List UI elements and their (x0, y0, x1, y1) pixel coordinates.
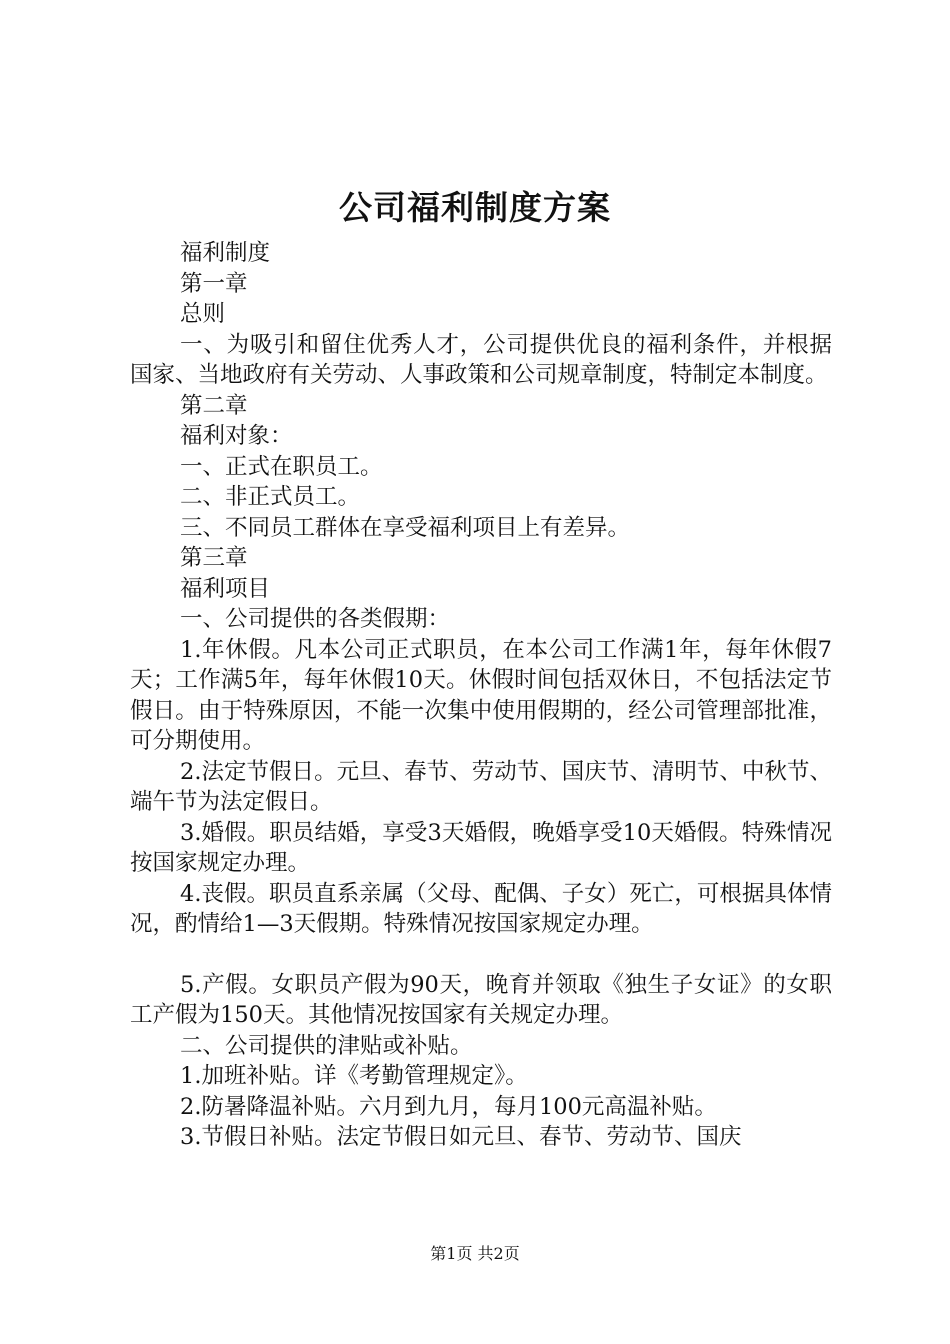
paragraph: 二、公司提供的津贴或补贴。 (180, 1032, 473, 1059)
paragraph: 3.节假日补贴。法定节假日如元旦、春节、劳动节、国庆 (180, 1124, 742, 1150)
paragraph: 福利制度 (180, 240, 271, 266)
paragraph: 2.法定节假日。元旦、春节、劳动节、国庆节、清明节、中秋节、端午节为法定假日。 (130, 758, 832, 815)
paragraph: 三、不同员工群体在享受福利项目上有差异。 (180, 514, 631, 541)
paragraph: 一、为吸引和留住优秀人才，公司提供优良的福利条件，并根据国家、当地政府有关劳动、人事政策和公司规章制度，特制定本制度。 (130, 331, 832, 388)
document-body (130, 238, 832, 1153)
document-title: 公司福利制度方案 (339, 188, 611, 227)
paragraph: 1.加班补贴。详《考勤管理规定》。 (180, 1063, 528, 1089)
page-number-footer: 第1页 共2页 (430, 1244, 520, 1263)
paragraph: 总则 (180, 301, 226, 327)
paragraph: 一、正式在职员工。 (180, 453, 383, 480)
paragraph: 福利项目 (180, 575, 271, 602)
paragraph: 2.防暑降温补贴。六月到九月，每月100元高温补贴。 (180, 1093, 717, 1120)
paragraph: 5.产假。女职员产假为90天，晚育并领取《独生子女证》的女职工产假为150天。其他情况按国家有关规定办理。 (130, 971, 832, 1028)
paragraph: 二、非正式员工。 (180, 484, 361, 510)
paragraph: 3.婚假。职员结婚，享受3天婚假，晚婚享受10天婚假。特殊情况按国家规定办理。 (130, 819, 832, 876)
paragraph: 一、公司提供的各类假期： (180, 606, 451, 632)
paragraph: 福利对象： (180, 423, 293, 449)
paragraph: 第一章 (180, 270, 248, 297)
paragraph: 第二章 (180, 392, 248, 419)
paragraph: 4.丧假。职员直系亲属（父母、配偶、子女）死亡，可根据具体情况，酌情给1—3天假期。特殊情况按国家规定办理。 (130, 880, 832, 937)
paragraph: 第三章 (180, 545, 248, 571)
paragraph: 1.年休假。凡本公司正式职员，在本公司工作满1年，每年休假7天；工作满5年，每年休假10天。休假时间包括双休日，不包括法定节假日。由于特殊原因，不能一次集中使用假期的，经公司管理部批准，可分期使用。 (130, 636, 832, 754)
